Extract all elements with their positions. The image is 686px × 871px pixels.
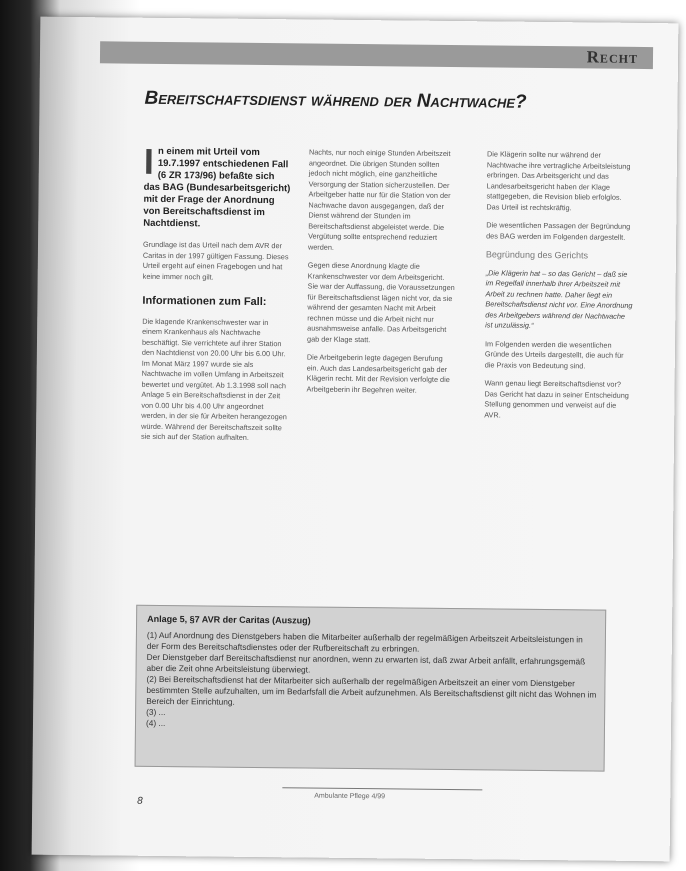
section-label: Recht <box>586 47 639 67</box>
column-2 <box>306 148 457 405</box>
document-page <box>32 17 679 862</box>
header-bar <box>100 41 653 69</box>
footer-divider <box>282 787 482 790</box>
footer-text: Ambulante Pflege 4/99 <box>314 792 386 801</box>
info-box-line: (1) Auf Anordnung des Dienstgebers haben die Mitarbeiter außerhalb der regelmäßigen Arbeitszeit Arbeitsleistungen in der Form des Bereitschaftsdienstes oder der Rufbereitschaft zu erbringen. <box>146 629 583 654</box>
info-box <box>135 605 607 772</box>
subheading: Informationen zum Fall: <box>142 294 267 309</box>
paragraph: Die klagende Krankenschwester war in einem Krankenhaus als Nachtwache beschäftigt. Sie verrichtete auf ihrer Station den Nachtdienst von 20.00 Uhr bis 6.00 Uhr. Im Monat März 1997 wurde sie als Nachtwache im vollen Umfang in Arbeitszeit bewertet und vergütet. Ab 1.3.1998 soll nach Anlage 5 ein Bereitschaftsdienst in der Zeit von 0.00 Uhr bis 4.00 Uhr angeordnet werden, in der sie für Arbeiten herangezogen würde. Während der Bereitschaftszeit sollte sie sich auf der Station aufhalten. <box>140 316 287 442</box>
info-box-line: Der Dienstgeber darf Bereitschaftsdienst nur anordnen, wenn zu erwarten ist, daß zwar Arbeit anfällt, erfahrungsgemäß aber die Zeit ohne Arbeitsleistung überwiegt. <box>146 651 586 675</box>
info-box-line: (2) Bei Bereitschaftsdienst hat der Mitarbeiter sich außerhalb der regelmäßigen Arbeitszeit an einer vom Dienstgeber bestimmten Stelle aufzuhalten, um im Bedarfsfall die Arbeit aufzunehmen. Als Bereitschaftsdienst gilt nicht das Wohnen im Bereich der Einrichtung. <box>146 673 597 707</box>
drop-cap: I <box>143 140 155 182</box>
paragraph: Nachts, nur noch einige Stunden Arbeitszeit angeordnet. Die übrigen Stunden sollten jedoch nicht möglich, eine ganzheitliche Versorgung der Station sicherzustellen. Der Arbeitgeber hatte nur für die Station von der Nachwache davon ausgegangen, daß der Dienst während der Stunden im Bereitschaftsdienst abgeleistet werde. Die Vergütung sollte entsprechend reduziert werden. <box>307 147 451 252</box>
column-3 <box>484 149 635 430</box>
info-box-line: (4) ... <box>145 717 166 729</box>
paragraph: Grundlage ist das Urteil nach dem AVR der Caritas in der 1997 gültigen Fassung. Dieses Urteil ergeht auf einen Fragebogen und hat keine immer noch gilt. <box>142 239 289 282</box>
subheading: Begründung des Gerichts <box>485 249 589 261</box>
paragraph: Gegen diese Anordnung klagte die Krankenschwester vor dem Arbeitsgericht. Sie war der Auffassung, die Voraussetzungen für Bereitschaftsdienst lägen nicht vor, da sie während der gesamten Nacht mit Arbeit rechnen müsse und die Arbeit nicht nur ausnahmsweise anfalle. Das Arbeitsgericht gab der Klage statt. <box>307 260 455 344</box>
paragraph: Die wesentlichen Passagen der Begründung des BAG werden im Folgenden dargestellt. <box>486 220 631 242</box>
column-1 <box>140 140 292 452</box>
info-box-text <box>146 630 597 734</box>
lead-paragraph <box>143 140 292 232</box>
page-number: 8 <box>137 795 143 807</box>
quote-paragraph: „Die Klägerin hat – so das Gericht – daß sie im Regelfall innerhalb ihrer Arbeitszeit mit Arbeit zu rechnen hatte. Daher liegt ein Bereitschaftsdienst nicht vor. Eine Anordnung des Arbeitgebers während der Nachtwache ist unzulässig.“ <box>485 267 633 330</box>
paragraph: Im Folgenden werden die wesentlichen Gründe des Urteils dargestellt, die auch für die Praxis von Bedeutung sind. <box>484 338 624 370</box>
paragraph: Die Klägerin sollte nur während der Nachtwache ihre vertragliche Arbeitsleistung erbringen. Das Arbeitsgericht und das Landesarbeitsgericht haben der Klage stattgegeben, die Revision blieb erfolglos. Das Urteil ist rechtskräftig. <box>486 149 631 212</box>
article-title: Bereitschaftsdienst während der Nachtwache? <box>144 87 527 113</box>
info-box-line: (3) ... <box>146 706 166 718</box>
paragraph: Wann genau liegt Bereitschaftsdienst vor? Das Gericht hat dazu in seiner Entscheidung Stellung genommen und verweist auf die AVR. <box>484 378 629 420</box>
lead-text: n einem mit Urteil vom 19.7.1997 entschiedenen Fall (6 ZR 173/96) befaßte sich das BAG (Bundesarbeitsgericht) mit der Frage der Anordnung von Bereitschaftsdienst im Nachtdienst. <box>143 145 291 230</box>
paragraph: Die Arbeitgeberin legte dagegen Berufung ein. Auch das Landesarbeitsgericht gab der Klägerin recht. Mit der Revision verfolgte die Arbeitgeberin ihr Begehren weiter. <box>306 352 450 395</box>
info-box-title: Anlage 5, §7 AVR der Caritas (Auszug) <box>147 613 311 626</box>
